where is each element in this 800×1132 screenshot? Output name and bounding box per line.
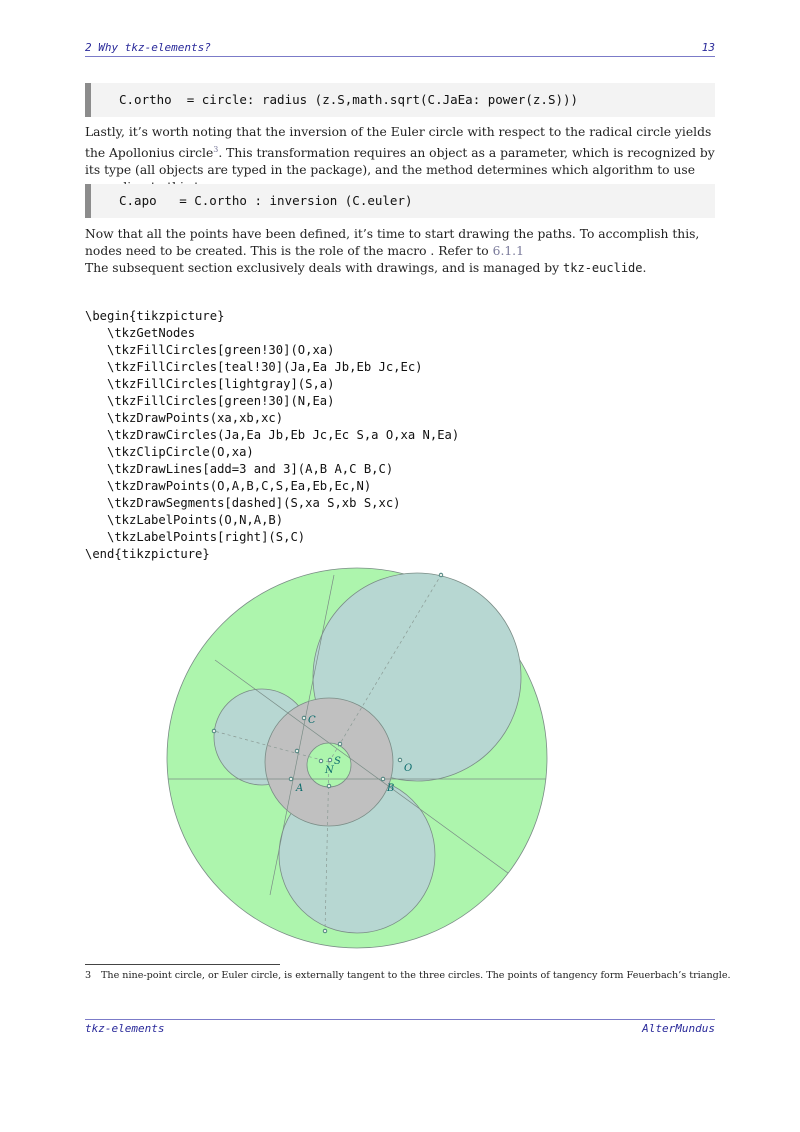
paragraph-inversion-part1: Lastly, it’s worth noting that the inversion of the Euler circle with respect to the radical circle yields the Apollonius circle <box>85 125 712 161</box>
code-line: \tkzFillCircles[teal!30](Ja,Ea Jb,Eb Jc,Ec) <box>85 360 423 374</box>
point-ea <box>295 749 299 753</box>
header-page-number: 13 <box>701 41 715 54</box>
code-line: \tkzDrawPoints(xa,xb,xc) <box>85 411 284 425</box>
footnote <box>85 970 731 981</box>
point-n <box>328 758 332 762</box>
code-line: \tkzGetNodes <box>85 326 196 340</box>
footnote-number: 3 <box>85 970 92 981</box>
paragraph-drawing-line2-post: . <box>642 261 647 275</box>
code-line: \tkzFillCircles[lightgray](S,a) <box>85 377 335 391</box>
footer-left: tkz-elements <box>85 1022 165 1035</box>
header-chapter: 2 Why tkz-elements? <box>85 41 211 54</box>
point-xc <box>323 929 327 933</box>
footer-right: AlterMundus <box>642 1022 715 1035</box>
section-ref-link[interactable]: 6.1.1 <box>492 244 524 258</box>
code-line: \tkzFillCircles[green!30](O,xa) <box>85 343 335 357</box>
footnote-mark[interactable]: 3 <box>213 145 219 154</box>
point-xb <box>212 729 216 733</box>
paragraph-inversion-part2: . This transformation requires an object as a parameter, which is recognized by its type (all objects are typed in the package), and the method determines which algorithm to use <box>85 146 715 178</box>
label-n: N <box>325 765 334 776</box>
code-box-ortho: C.ortho = circle: radius (z.S,math.sqrt(C.JaEa: power(z.S))) <box>85 83 715 117</box>
point-o <box>398 758 402 762</box>
code-box-apo: C.apo = C.ortho : inversion (C.euler) <box>85 184 715 218</box>
code-line: \tkzDrawCircles(Ja,Ea Jb,Eb Jc,Ec S,a O,xa N,Ea) <box>85 428 460 442</box>
point-s <box>319 759 323 763</box>
point-b <box>381 777 385 781</box>
point-a <box>289 777 293 781</box>
code-line: \tkzDrawLines[add=3 and 3](A,B A,C B,C) <box>85 462 394 476</box>
point-c <box>302 716 306 720</box>
label-b: B <box>387 783 395 794</box>
paragraph-drawing-line2-pre: The subsequent section exclusively deals with drawings, and is managed by <box>85 261 564 275</box>
code-line: \tkzDrawPoints(O,A,B,C,S,Ea,Eb,Ec,N) <box>85 479 372 493</box>
label-o: O <box>404 763 413 774</box>
code-line: \tkzFillCircles[green!30](N,Ea) <box>85 394 335 408</box>
label-s: S <box>334 756 341 767</box>
point-ec <box>327 784 331 788</box>
code-line: \end{tikzpicture} <box>85 547 210 561</box>
label-c: C <box>308 715 316 726</box>
footnote-text: The nine-point circle, or Euler circle, is externally tangent to the three circles. The points of tangency form Feuerbach’s triangle. <box>101 970 731 981</box>
code-line: \begin{tikzpicture} <box>85 309 225 323</box>
point-eb <box>338 742 342 746</box>
code-line: \tkzDrawSegments[dashed](S,xa S,xb S,xc) <box>85 496 401 510</box>
code-line: \tkzLabelPoints[right](S,C) <box>85 530 306 544</box>
footnote-rule <box>85 964 280 965</box>
package-name: tkz-euclide <box>563 261 643 275</box>
footer-rule <box>85 1019 715 1020</box>
code-line: \tkzLabelPoints(O,N,A,B) <box>85 513 284 527</box>
point-xa <box>439 573 443 577</box>
label-a: A <box>296 783 304 794</box>
paragraph-drawing-part1: Now that all the points have been defined, it’s time to start drawing the paths. To accomplish this, nodes need to be created. This is the role of the macro . Refer to <box>85 227 700 258</box>
code-line: \tkzClipCircle(O,xa) <box>85 445 254 459</box>
